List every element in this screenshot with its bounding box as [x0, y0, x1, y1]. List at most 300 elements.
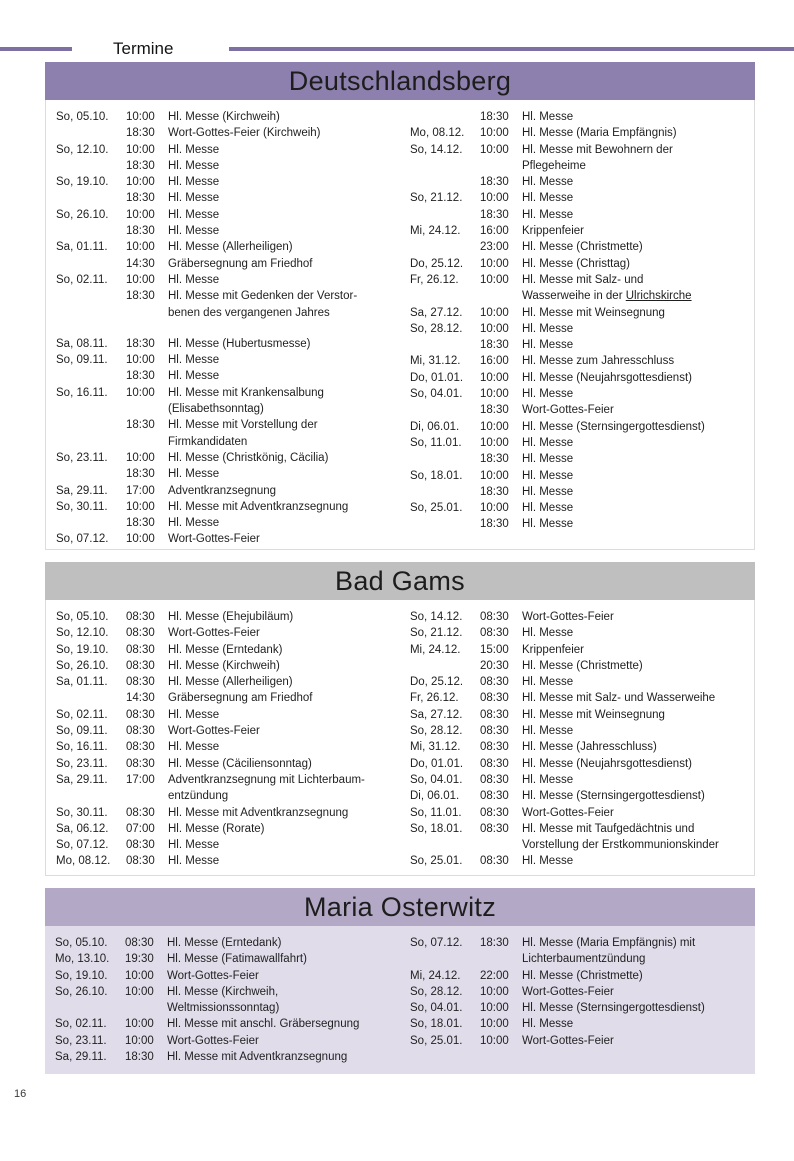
- schedule-row: [56, 674, 410, 690]
- event-description: Hl. Messe: [168, 517, 220, 530]
- event-date: Mo, 13.10.: [55, 953, 110, 966]
- event-date: Mi, 24.12.: [409, 225, 461, 238]
- section-body: [45, 926, 755, 1074]
- event-time: 08:30: [479, 725, 509, 738]
- event-time: 08:30: [479, 855, 509, 868]
- event-time: 08:30: [479, 692, 509, 705]
- header-rule-right: [229, 47, 794, 51]
- section-body: [45, 100, 755, 550]
- event-time: 10:00: [126, 273, 155, 286]
- event-description: Wort-Gottes-Feier: [168, 627, 260, 640]
- event-date: So, 19.10.: [55, 969, 108, 982]
- event-time: 16:00: [479, 355, 509, 368]
- event-description: Gräbersegnung am Friedhof: [168, 692, 313, 705]
- event-description: Wort-Gottes-Feier: [167, 969, 259, 982]
- event-description: Hl. Messe (Sternsingergottesdienst): [521, 790, 705, 803]
- schedule-row: [56, 190, 410, 206]
- schedule-row: [56, 125, 410, 141]
- event-time: 15:00: [479, 643, 509, 656]
- schedule-row: [410, 305, 744, 321]
- event-description: Hl. Messe: [522, 1018, 574, 1031]
- event-description: Hl. Messe (Cäciliensonntag): [168, 757, 312, 770]
- schedule-row: [55, 1049, 410, 1065]
- event-date: So, 11.01.: [409, 806, 462, 819]
- event-date: Sa, 29.11.: [55, 1051, 107, 1064]
- event-time: 18:30: [126, 419, 155, 432]
- event-date: So, 19.10.: [56, 643, 109, 656]
- event-date: So, 18.01.: [410, 1018, 463, 1031]
- schedule-row: [410, 353, 744, 369]
- event-date: So, 07.12.: [56, 533, 109, 546]
- schedule-row: [410, 451, 744, 467]
- event-date: So, 04.01.: [409, 773, 463, 786]
- schedule-column: [410, 935, 745, 1074]
- event-description: Hl. Messe: [521, 627, 574, 640]
- schedule-row: [410, 468, 744, 484]
- event-date: So, 30.11.: [56, 500, 108, 513]
- event-date: So, 26.10.: [56, 208, 109, 221]
- schedule-row: [410, 272, 744, 305]
- schedule-row: [410, 739, 744, 755]
- event-date: Sa, 01.11.: [56, 241, 108, 254]
- event-time: 22:00: [480, 969, 509, 982]
- event-time: 18:30: [479, 208, 509, 221]
- event-description: Hl. Messe: [168, 273, 220, 286]
- schedule-row: [55, 1016, 410, 1032]
- event-time: 08:30: [126, 627, 155, 640]
- event-description: Hl. Messe (Maria Empfängnis) mit Lichterbaumentzündung: [522, 937, 696, 966]
- schedule-row: [410, 788, 744, 804]
- event-time: 08:30: [126, 757, 155, 770]
- event-date: [56, 515, 126, 531]
- schedule-column: [410, 609, 744, 875]
- schedule-row: [56, 642, 410, 658]
- event-time: 10:00: [126, 533, 155, 546]
- event-description: Hl. Messe: [521, 518, 574, 531]
- event-time: 08:30: [126, 855, 155, 868]
- event-date: So, 26.10.: [56, 659, 109, 672]
- page-header: [0, 38, 794, 60]
- schedule-row: [410, 609, 744, 625]
- schedule-row: [410, 435, 744, 451]
- schedule-row: [410, 321, 744, 337]
- event-description: Hl. Messe (Allerheiligen): [168, 241, 293, 254]
- event-description: Hl. Messe: [168, 855, 220, 868]
- event-time: 18:30: [126, 159, 155, 172]
- schedule-row: [56, 288, 410, 321]
- event-date: So, 09.11.: [56, 354, 108, 367]
- event-time: 08:30: [479, 773, 509, 786]
- schedule-row: [56, 109, 410, 125]
- event-date: Di, 06.01.: [409, 420, 460, 433]
- event-date: Mi, 24.12.: [410, 969, 461, 982]
- event-date: So, 18.01.: [409, 469, 463, 482]
- event-description: Hl. Messe (Christkönig, Cäcilia): [168, 451, 329, 464]
- schedule-row: [410, 402, 744, 418]
- event-time: 18:30: [126, 192, 155, 205]
- event-time: 10:00: [479, 192, 509, 205]
- schedule-row: [410, 1000, 745, 1016]
- schedule-row: [56, 385, 410, 418]
- event-description: Hl. Messe (Kirchweih, Weltmissionssonntag): [167, 985, 280, 1015]
- event-date: So, 05.10.: [56, 611, 109, 623]
- schedule-row: [56, 483, 410, 499]
- schedule-row: [410, 174, 744, 190]
- schedule-row: [410, 190, 744, 206]
- event-description: Hl. Messe: [168, 225, 220, 238]
- event-date: Do, 25.12.: [409, 257, 464, 270]
- schedule-row: [410, 935, 745, 968]
- event-description: Hl. Messe: [521, 676, 574, 689]
- event-date: [410, 109, 480, 125]
- event-description: Hl. Messe mit Adventkranzsegnung: [168, 500, 349, 513]
- event-description: Hl. Messe mit Bewohnern der Pflegeheime: [521, 143, 673, 172]
- event-description: Hl. Messe: [521, 111, 574, 123]
- event-time: 08:30: [126, 676, 155, 689]
- event-time: 18:30: [126, 337, 155, 350]
- event-description: Hl. Messe (Ehejubiläum): [168, 611, 294, 623]
- schedule-row: [410, 1033, 745, 1049]
- schedule-row: [56, 142, 410, 158]
- event-time: 18:30: [479, 518, 509, 531]
- event-date: Sa, 27.12.: [409, 306, 463, 319]
- event-date: Mi, 31.12.: [409, 355, 461, 368]
- event-description: Hl. Messe: [521, 502, 574, 515]
- schedule-column: [56, 609, 410, 875]
- schedule-row: [410, 772, 744, 788]
- page-title: Termine: [113, 39, 174, 58]
- event-description: Hl. Messe (Fatimawallfahrt): [167, 953, 307, 966]
- event-date: So, 02.11.: [56, 708, 108, 721]
- event-date: [410, 239, 480, 255]
- event-date: Do, 01.01.: [409, 371, 464, 384]
- sections: [45, 62, 755, 1074]
- event-date: [410, 174, 480, 190]
- event-time: 10:00: [480, 1034, 509, 1047]
- event-date: So, 07.12.: [410, 937, 463, 949]
- section-title: Maria Osterwitz: [45, 888, 755, 926]
- event-description: Hl. Messe (Allerheiligen): [168, 676, 293, 689]
- event-time: 10:00: [479, 143, 509, 156]
- event-time: 14:30: [126, 257, 155, 270]
- event-time: 18:30: [126, 468, 155, 481]
- event-description: Hl. Messe mit Adventkranzsegnung: [167, 1051, 348, 1064]
- event-description: Hl. Messe (Erntedank): [168, 643, 283, 656]
- event-time: 18:30: [126, 517, 155, 530]
- event-time: 10:00: [479, 273, 509, 286]
- event-description: Adventkranzsegnung: [168, 484, 277, 497]
- header-rule-left: [0, 47, 72, 51]
- event-date: [56, 256, 126, 272]
- event-description: Hl. Messe mit Krankensalbung (Elisabethsonntag): [168, 386, 324, 416]
- event-date: So, 12.10.: [56, 143, 109, 156]
- event-time: 08:30: [126, 839, 155, 852]
- event-description: Hl. Messe (Sternsingergottesdienst): [522, 1002, 705, 1015]
- event-description: Hl. Messe mit Salz- und Wasserweihe in der Ulrichskirche: [521, 273, 692, 303]
- event-date: Sa, 06.12.: [56, 822, 109, 835]
- event-time: 18:30: [479, 453, 509, 466]
- schedule-column: [56, 109, 410, 549]
- event-time: 08:30: [479, 676, 509, 689]
- event-description: Hl. Messe: [521, 453, 574, 466]
- event-description: Wort-Gottes-Feier: [522, 1034, 614, 1047]
- event-time: 10:00: [125, 1018, 154, 1031]
- event-date: Mi, 24.12.: [409, 643, 461, 656]
- event-date: So, 07.12.: [56, 839, 109, 852]
- event-time: 10:00: [480, 985, 509, 998]
- schedule-row: [410, 337, 744, 353]
- schedule-row: [410, 142, 744, 175]
- event-date: Sa, 29.11.: [56, 484, 108, 497]
- event-description: Krippenfeier: [521, 225, 584, 238]
- event-date: So, 16.11.: [56, 386, 108, 399]
- schedule-row: [56, 239, 410, 255]
- event-time: 10:00: [125, 969, 154, 982]
- schedule-row: [410, 125, 744, 141]
- schedule-row: [56, 158, 410, 174]
- event-date: So, 28.12.: [410, 985, 463, 998]
- event-time: 10:00: [126, 176, 155, 189]
- event-description: Hl. Messe mit Adventkranzsegnung: [168, 806, 349, 819]
- event-date: Do, 01.01.: [409, 757, 464, 770]
- schedule-row: [410, 1016, 745, 1032]
- event-date: So, 26.10.: [55, 985, 108, 998]
- schedule-row: [56, 368, 410, 384]
- event-time: 08:30: [126, 659, 155, 672]
- event-time: 10:00: [479, 502, 509, 515]
- event-date: So, 14.12.: [409, 611, 463, 623]
- schedule-row: [410, 370, 744, 386]
- event-date: [56, 125, 126, 141]
- event-description: Hl. Messe: [168, 176, 220, 189]
- schedule-row: [410, 516, 744, 532]
- event-date: So, 14.12.: [409, 143, 463, 156]
- event-time: 10:00: [126, 451, 155, 464]
- event-date: So, 28.12.: [409, 322, 463, 335]
- event-date: Sa, 08.11.: [56, 337, 108, 350]
- schedule-row: [55, 935, 410, 951]
- event-description: Hl. Messe: [521, 388, 574, 401]
- event-date: [410, 484, 480, 500]
- event-time: 08:30: [126, 741, 155, 754]
- event-date: So, 23.11.: [56, 451, 108, 464]
- schedule-row: [410, 223, 744, 239]
- schedule-row: [410, 707, 744, 723]
- section-deutschlandsberg: [45, 62, 755, 550]
- event-time: 18:30: [479, 176, 509, 189]
- schedule-row: [56, 174, 410, 190]
- event-time: 18:30: [126, 225, 155, 238]
- schedule-row: [56, 723, 410, 739]
- event-description: Hl. Messe: [168, 370, 220, 383]
- schedule-row: [56, 739, 410, 755]
- underlined-text: Ulrichskirche: [625, 290, 692, 303]
- event-date: Do, 25.12.: [409, 676, 464, 689]
- schedule-row: [56, 625, 410, 641]
- event-time: 10:00: [479, 420, 509, 433]
- event-date: Di, 06.01.: [409, 790, 460, 803]
- row-spacer: [56, 321, 410, 336]
- event-description: Hl. Messe: [168, 468, 220, 481]
- schedule-row: [410, 642, 744, 658]
- event-date: [410, 207, 480, 223]
- schedule-row: [56, 690, 410, 706]
- event-time: 20:30: [479, 659, 509, 672]
- event-description: Hl. Messe (Hubertusmesse): [168, 337, 311, 350]
- schedule-row: [410, 658, 744, 674]
- event-date: So, 25.01.: [409, 855, 463, 868]
- event-date: So, 25.01.: [410, 1034, 463, 1047]
- section-body: [45, 600, 755, 876]
- schedule-row: [56, 707, 410, 723]
- event-date: [56, 158, 126, 174]
- event-time: 10:00: [125, 985, 154, 998]
- event-time: 10:00: [126, 386, 155, 399]
- event-description: Hl. Messe (Neujahrsgottesdienst): [521, 371, 692, 384]
- schedule-row: [56, 531, 410, 547]
- event-description: Hl. Messe: [521, 725, 574, 738]
- event-description: Hl. Messe (Christmette): [521, 241, 643, 254]
- event-time: 10:00: [479, 257, 509, 270]
- schedule-row: [410, 109, 744, 125]
- event-date: Sa, 01.11.: [56, 676, 108, 689]
- schedule-row: [410, 805, 744, 821]
- event-description: Hl. Messe (Christmette): [521, 659, 643, 672]
- event-date: Sa, 27.12.: [409, 708, 463, 721]
- event-time: 10:00: [126, 241, 155, 254]
- event-time: 08:30: [479, 611, 509, 623]
- event-time: 18:30: [479, 339, 509, 352]
- event-time: 08:30: [126, 643, 155, 656]
- event-date: So, 21.12.: [409, 627, 463, 640]
- event-description: Hl. Messe mit Weinsegnung: [521, 708, 665, 721]
- schedule-row: [56, 450, 410, 466]
- schedule-row: [410, 207, 744, 223]
- event-description: Gräbersegnung am Friedhof: [168, 257, 313, 270]
- schedule-row: [56, 805, 410, 821]
- event-description: Adventkranzsegnung mit Lichterbaum- entzündung: [168, 773, 365, 803]
- event-date: So, 11.01.: [409, 436, 462, 449]
- event-time: 10:00: [479, 127, 509, 140]
- schedule-row: [410, 386, 744, 402]
- event-time: 08:30: [479, 708, 509, 721]
- event-time: 10:00: [480, 1018, 509, 1031]
- event-time: 10:00: [125, 1034, 154, 1047]
- event-time: 17:00: [126, 773, 155, 786]
- event-date: [410, 516, 480, 532]
- event-time: 07:00: [126, 822, 155, 835]
- schedule-row: [410, 821, 744, 854]
- event-description: Hl. Messe (Sternsingergottesdienst): [521, 420, 705, 433]
- event-time: 14:30: [126, 692, 155, 705]
- event-date: So, 19.10.: [56, 176, 109, 189]
- event-date: Sa, 29.11.: [56, 773, 108, 786]
- schedule-row: [55, 968, 410, 984]
- schedule-row: [56, 821, 410, 837]
- event-time: 08:30: [479, 741, 509, 754]
- event-time: 08:30: [126, 611, 155, 623]
- event-time: 18:30: [479, 111, 509, 123]
- event-description: Hl. Messe: [168, 839, 220, 852]
- event-description: Wort-Gottes-Feier: [521, 611, 614, 623]
- event-description: Hl. Messe: [521, 485, 574, 498]
- section-bad-gams: [45, 562, 755, 876]
- event-description: Hl. Messe (Kirchweih): [168, 659, 280, 672]
- event-description: Hl. Messe: [521, 855, 574, 868]
- schedule-row: [410, 419, 744, 435]
- schedule-row: [56, 609, 410, 625]
- schedule-row: [410, 484, 744, 500]
- schedule-row: [56, 658, 410, 674]
- schedule-row: [55, 951, 410, 967]
- event-time: 08:30: [479, 806, 509, 819]
- schedule-row: [410, 756, 744, 772]
- schedule-row: [56, 772, 410, 805]
- event-time: 10:00: [479, 322, 509, 335]
- schedule-row: [410, 500, 744, 516]
- event-date: So, 12.10.: [56, 627, 109, 640]
- event-time: 10:00: [479, 306, 509, 319]
- schedule-row: [56, 853, 410, 869]
- section-title: Bad Gams: [45, 562, 755, 600]
- schedule-row: [56, 256, 410, 272]
- event-time: 16:00: [479, 225, 509, 238]
- event-date: So, 18.01.: [409, 822, 463, 835]
- schedule-row: [56, 756, 410, 772]
- event-time: 10:00: [126, 111, 155, 123]
- schedule-row: [56, 466, 410, 482]
- event-description: Hl. Messe: [168, 708, 220, 721]
- schedule-row: [55, 1033, 410, 1049]
- event-description: Hl. Messe (Kirchweih): [168, 111, 280, 123]
- event-time: 10:00: [479, 388, 509, 401]
- event-time: 18:30: [125, 1051, 154, 1064]
- event-description: Hl. Messe: [168, 354, 220, 367]
- schedule-row: [56, 336, 410, 352]
- event-date: [410, 337, 480, 353]
- page-number: 16: [14, 1088, 27, 1100]
- event-description: Hl. Messe mit Taufgedächtnis und Vorstellung der Erstkommunionskinder: [521, 822, 719, 852]
- event-description: Wort-Gottes-Feier: [521, 404, 614, 417]
- event-date: [56, 368, 126, 384]
- event-time: 10:00: [479, 436, 509, 449]
- event-time: 10:00: [480, 1002, 509, 1015]
- event-description: Wort-Gottes-Feier: [521, 806, 614, 819]
- event-date: So, 05.10.: [55, 937, 108, 949]
- event-date: So, 02.11.: [55, 1018, 107, 1031]
- event-date: So, 23.11.: [56, 757, 108, 770]
- event-time: 18:30: [126, 290, 155, 303]
- event-description: Hl. Messe: [168, 741, 220, 754]
- event-date: [56, 288, 126, 321]
- event-description: Hl. Messe: [521, 322, 574, 335]
- event-description: Wort-Gottes-Feier: [167, 1034, 259, 1047]
- schedule-row: [410, 256, 744, 272]
- event-date: [410, 451, 480, 467]
- schedule-row: [56, 837, 410, 853]
- event-description: Hl. Messe: [168, 192, 220, 205]
- event-description: Hl. Messe mit Gedenken der Verstor- benen des vergangenen Jahres: [168, 290, 358, 319]
- event-date: [56, 466, 126, 482]
- event-description: Wort-Gottes-Feier: [168, 533, 260, 546]
- event-time: 18:30: [480, 937, 509, 949]
- event-date: Fr, 26.12.: [409, 692, 459, 705]
- event-time: 10:00: [479, 371, 509, 384]
- event-description: Hl. Messe (Christmette): [522, 969, 643, 982]
- event-date: [56, 223, 126, 239]
- event-date: [410, 402, 480, 418]
- schedule-row: [410, 853, 744, 869]
